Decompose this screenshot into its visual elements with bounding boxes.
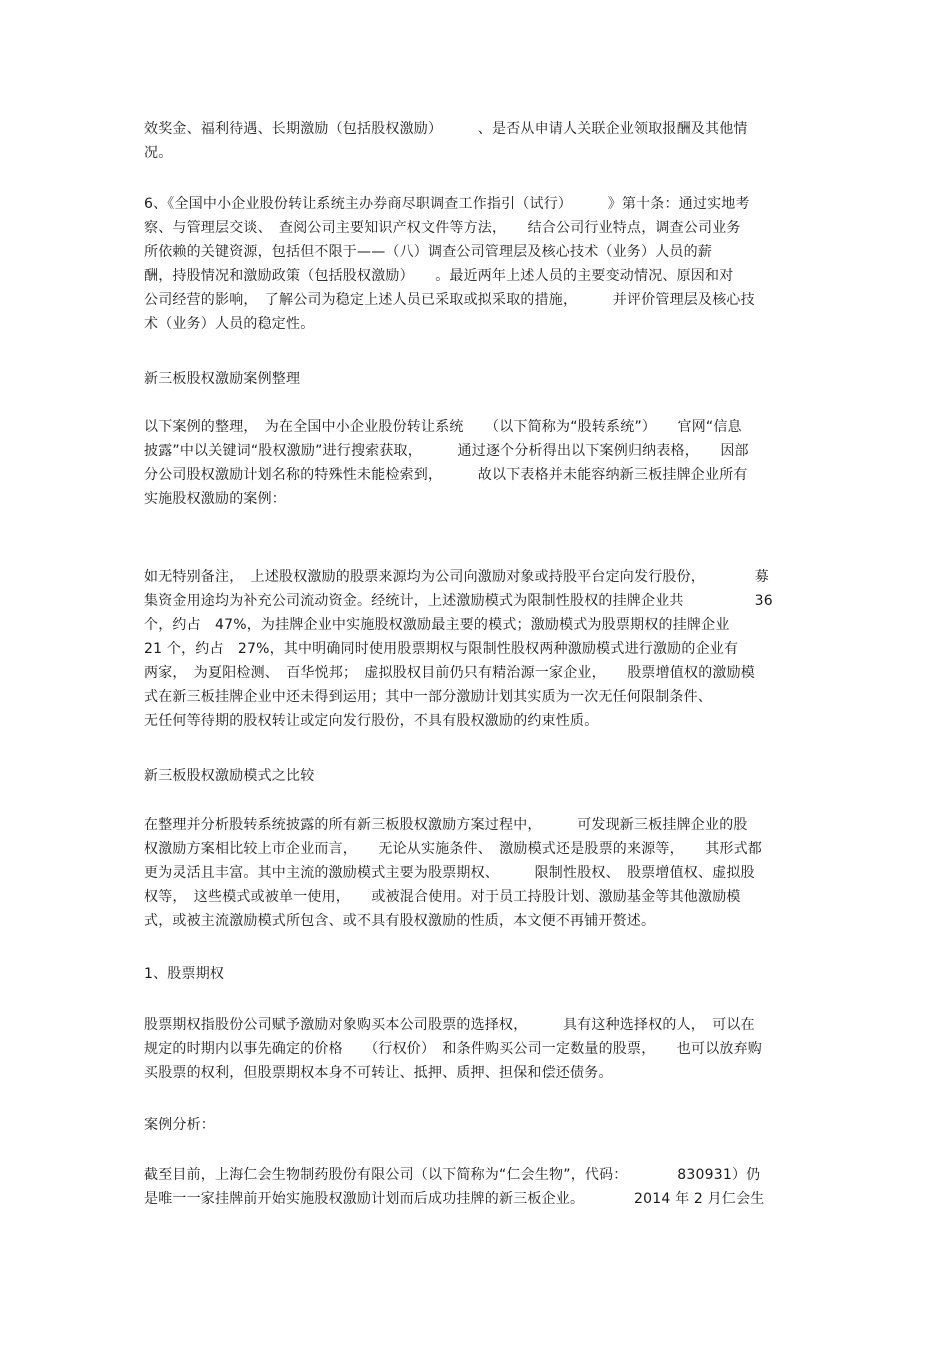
- paragraph-due-diligence-guideline: [144, 192, 816, 336]
- text-line: 21 个，约占 27%，其中明确同时使用股票期权与限制性股权两种激励模式进行激励的企业有: [144, 641, 739, 657]
- text-line: 两家， 为夏阳检测、 百华悦邦； 虚拟股权目前仍只有精治源一家企业， 股票增值权的激励模: [144, 665, 755, 681]
- paragraph-renhui-case: [144, 1163, 816, 1211]
- section-heading-stock-options: [144, 962, 816, 986]
- text-line: 无任何等待期的股权转让或定向发行股份，不具有股权激励的约束性质。: [144, 713, 599, 729]
- text-line: 规定的时期内以事先确定的价格 （行权价） 和条件购买公司一定数量的股票， 也可以放弃购: [144, 1041, 762, 1057]
- paragraph-case-source: [144, 415, 816, 511]
- paragraph-compensation-tail: [144, 117, 816, 165]
- section-heading: 新三板股权激励案例整理: [144, 371, 301, 387]
- text-line: 股票期权指股份公司赋予激励对象购买本公司股票的选择权， 具有这种选择权的人， 可以在: [144, 1017, 755, 1033]
- text-line: 效奖金、福利待遇、长期激励（包括股权激励） 、是否从申请人关联企业领取报酬及其他情: [144, 121, 748, 137]
- section-heading-case-collection: [144, 367, 816, 391]
- section-heading-mode-comparison: [144, 764, 816, 788]
- text-line: 截至目前，上海仁会生物制药股份有限公司（以下简称为“仁会生物”，代码： 830931）仍: [144, 1167, 761, 1183]
- paragraph-statistics: [144, 565, 816, 733]
- text-line: 权等， 这些模式或被单一使用， 或被混合使用。对于员工持股计划、激励基金等其他激励模: [144, 889, 741, 905]
- paragraph-stock-options-definition: [144, 1013, 816, 1085]
- text-line: 披露”中以关键词“股权激励”进行搜索获取， 通过逐个分析得出以下案例归纳表格， 因部: [144, 443, 749, 459]
- text-line: 分公司股权激励计划名称的特殊性未能检索到， 故以下表格并未能容纳新三板挂牌企业所有: [144, 467, 748, 483]
- text-line: 买股票的权利，但股票期权本身不可转让、抵押、质押、担保和偿还债务。: [144, 1065, 613, 1081]
- text-line: 在整理并分析股转系统披露的所有新三板股权激励方案过程中， 可发现新三板挂牌企业的股: [144, 817, 748, 833]
- text-line: 更为灵活且丰富。其中主流的激励模式主要为股票期权、 限制性股权、 股票增值权、虚拟股: [144, 865, 755, 881]
- text-line: 公司经营的影响， 了解公司为稳定上述人员已采取或拟采取的措施， 并评价管理层及核心技: [144, 292, 755, 308]
- section-heading: 案例分析：: [144, 1117, 215, 1133]
- section-heading: 新三板股权激励模式之比较: [144, 768, 315, 784]
- text-line: 是唯一一家挂牌前开始实施股权激励计划而后成功挂牌的新三板企业。 2014 年 2 月仁会生: [144, 1191, 765, 1207]
- text-line: 6、《全国中小企业股份转让系统主办券商尽职调查工作指引（试行） 》第十条：通过实地考: [144, 196, 750, 212]
- text-line: 式，或被主流激励模式所包含、或不具有股权激励的性质，本文便不再铺开赘述。: [144, 913, 656, 929]
- section-heading: 1、股票期权: [144, 966, 225, 982]
- section-heading-case-analysis: [144, 1113, 816, 1137]
- text-line: 以下案例的整理， 为在全国中小企业股份转让系统 （以下简称为“股转系统”） 官网“信息: [144, 419, 742, 435]
- text-line: 况。: [144, 145, 173, 161]
- text-line: 实施股权激励的案例：: [144, 491, 286, 507]
- text-line: 个，约占 47%，为挂牌企业中实施股权激励最主要的模式；激励模式为股票期权的挂牌企业: [144, 617, 730, 633]
- paragraph-mode-overview: [144, 813, 816, 933]
- text-line: 权激励方案相比较上市企业而言， 无论从实施条件、 激励模式还是股票的来源等， 其形式都: [144, 841, 762, 857]
- text-line: 酬，持股情况和激励政策（包括股权激励） 。最近两年上述人员的主要变动情况、原因和对: [144, 268, 734, 284]
- text-line: 集资金用途均为补充公司流动资金。经统计，上述激励模式为限制性股权的挂牌企业共 36: [144, 593, 773, 609]
- text-line: 所依赖的关键资源，包括但不限于——（八）调查公司管理层及核心技术（业务）人员的薪: [144, 244, 712, 260]
- text-line: 式在新三板挂牌企业中还未得到运用；其中一部分激励计划其实质为一次无任何限制条件、: [144, 689, 712, 705]
- text-line: 术（业务）人员的稳定性。: [144, 316, 315, 332]
- text-line: 察、与管理层交谈、 查阅公司主要知识产权文件等方法， 结合公司行业特点，调查公司业务: [144, 220, 741, 236]
- text-line: 如无特别备注， 上述股权激励的股票来源均为公司向激励对象或持股平台定向发行股份， 募: [144, 569, 769, 585]
